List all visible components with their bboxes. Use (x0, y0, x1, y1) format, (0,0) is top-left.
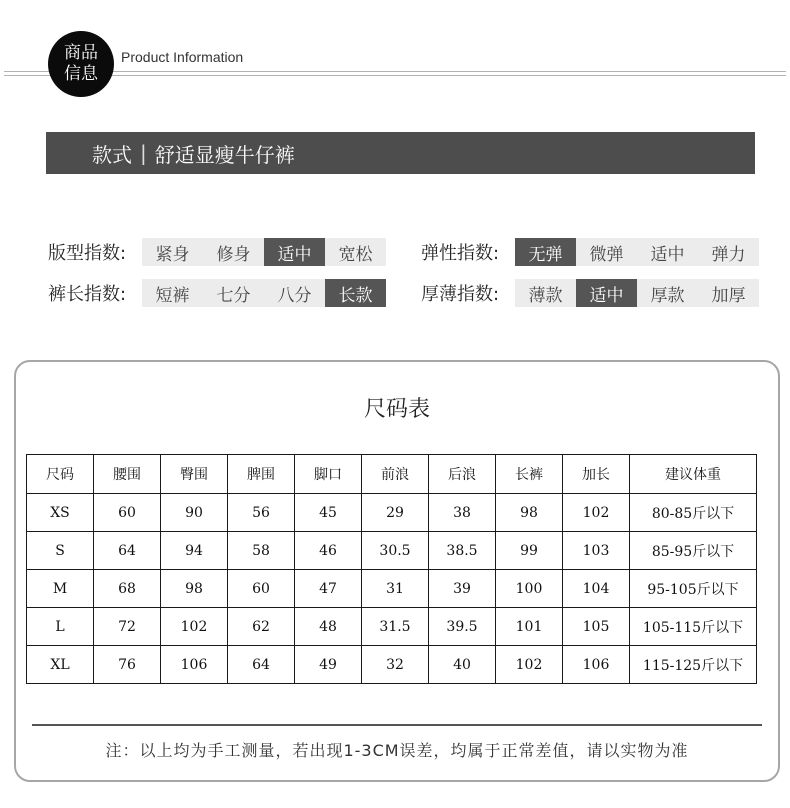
option: 修身 (203, 238, 264, 266)
style-bar (46, 132, 755, 174)
table-cell: 48 (295, 608, 362, 646)
header-cell: 前浪 (362, 455, 429, 494)
table-cell: 31.5 (362, 608, 429, 646)
table-cell: 95-105斤以下 (630, 570, 757, 608)
size-cell: XS (27, 494, 94, 532)
size-cell: M (27, 570, 94, 608)
table-cell: 49 (295, 646, 362, 684)
option: 八分 (264, 279, 325, 307)
table-cell: 40 (429, 646, 496, 684)
size-table (26, 454, 757, 684)
style-value: 舒适显瘦牛仔裤 (154, 142, 295, 167)
table-cell: 106 (161, 646, 228, 684)
table-cell: 46 (295, 532, 362, 570)
table-cell: 101 (496, 608, 563, 646)
table-cell: 60 (228, 570, 295, 608)
table-cell: 47 (295, 570, 362, 608)
note-divider (32, 724, 762, 726)
header-rule-top (4, 71, 786, 72)
table-cell: 103 (563, 532, 630, 570)
table-cell: 39.5 (429, 608, 496, 646)
option: 短裤 (142, 279, 203, 307)
table-header-row (27, 455, 757, 494)
table-cell: 38 (429, 494, 496, 532)
option: 宽松 (325, 238, 386, 266)
attr-label: 厚薄指数: (421, 284, 500, 305)
option: 薄款 (515, 279, 576, 307)
option: 七分 (203, 279, 264, 307)
table-cell: 76 (94, 646, 161, 684)
attr-label: 弹性指数: (421, 243, 500, 264)
table-cell: 72 (94, 608, 161, 646)
header-cell: 长裤 (496, 455, 563, 494)
header-cell: 脚口 (295, 455, 362, 494)
table-cell: 105-115斤以下 (630, 608, 757, 646)
table-cell: 64 (94, 532, 161, 570)
table-row (27, 646, 757, 684)
size-cell: L (27, 608, 94, 646)
table-cell: 62 (228, 608, 295, 646)
option: 加厚 (698, 279, 759, 307)
table-cell: 56 (228, 494, 295, 532)
table-cell: 94 (161, 532, 228, 570)
attr-elasticity (421, 237, 759, 267)
option: 微弹 (576, 238, 637, 266)
table-cell: 39 (429, 570, 496, 608)
measurement-note: 注：以上均为手工测量，若出现1-3CM误差，均属于正常差值，请以实物为准 (105, 741, 689, 760)
table-cell: 80-85斤以下 (630, 494, 757, 532)
option: 长款 (325, 279, 386, 307)
table-cell: 104 (563, 570, 630, 608)
header-cell: 加长 (563, 455, 630, 494)
option: 适中 (264, 238, 325, 266)
header-cell: 尺码 (27, 455, 94, 494)
table-cell: 100 (496, 570, 563, 608)
table-row (27, 532, 757, 570)
size-cell: S (27, 532, 94, 570)
option: 适中 (637, 238, 698, 266)
table-cell: 31 (362, 570, 429, 608)
table-cell: 64 (228, 646, 295, 684)
option: 厚款 (637, 279, 698, 307)
table-cell: 58 (228, 532, 295, 570)
attr-thickness (421, 278, 759, 308)
option: 适中 (576, 279, 637, 307)
size-chart-card (14, 360, 780, 782)
size-chart-title: 尺码表 (363, 397, 430, 422)
header-cell: 脾围 (228, 455, 295, 494)
table-cell: 106 (563, 646, 630, 684)
attr-label: 版型指数: (48, 243, 127, 264)
product-info-badge (48, 31, 114, 97)
header-cell: 建议体重 (630, 455, 757, 494)
table-cell: 32 (362, 646, 429, 684)
table-cell: 85-95斤以下 (630, 532, 757, 570)
badge-line-1: 商品 (64, 43, 98, 63)
table-cell: 45 (295, 494, 362, 532)
style-separator: | (140, 141, 147, 165)
table-cell: 98 (496, 494, 563, 532)
table-cell: 90 (161, 494, 228, 532)
table-cell: 98 (161, 570, 228, 608)
table-cell: 102 (563, 494, 630, 532)
option: 无弹 (515, 238, 576, 266)
attr-length (48, 278, 386, 308)
table-cell: 115-125斤以下 (630, 646, 757, 684)
header-rule-bottom (4, 75, 786, 76)
table-row (27, 608, 757, 646)
option: 弹力 (698, 238, 759, 266)
badge-line-2: 信息 (64, 64, 98, 84)
header-cell: 后浪 (429, 455, 496, 494)
table-cell: 38.5 (429, 532, 496, 570)
table-cell: 60 (94, 494, 161, 532)
section-title: Product Information (121, 49, 249, 65)
table-cell: 68 (94, 570, 161, 608)
table-cell: 105 (563, 608, 630, 646)
option: 紧身 (142, 238, 203, 266)
table-row (27, 494, 757, 532)
attr-fit (48, 237, 386, 267)
table-cell: 29 (362, 494, 429, 532)
table-row (27, 570, 757, 608)
attr-label: 裤长指数: (48, 284, 127, 305)
table-cell: 102 (496, 646, 563, 684)
style-label: 款式 (92, 142, 132, 167)
table-cell: 99 (496, 532, 563, 570)
table-cell: 30.5 (362, 532, 429, 570)
table-cell: 102 (161, 608, 228, 646)
size-cell: XL (27, 646, 94, 684)
header-cell: 臀围 (161, 455, 228, 494)
header-cell: 腰围 (94, 455, 161, 494)
